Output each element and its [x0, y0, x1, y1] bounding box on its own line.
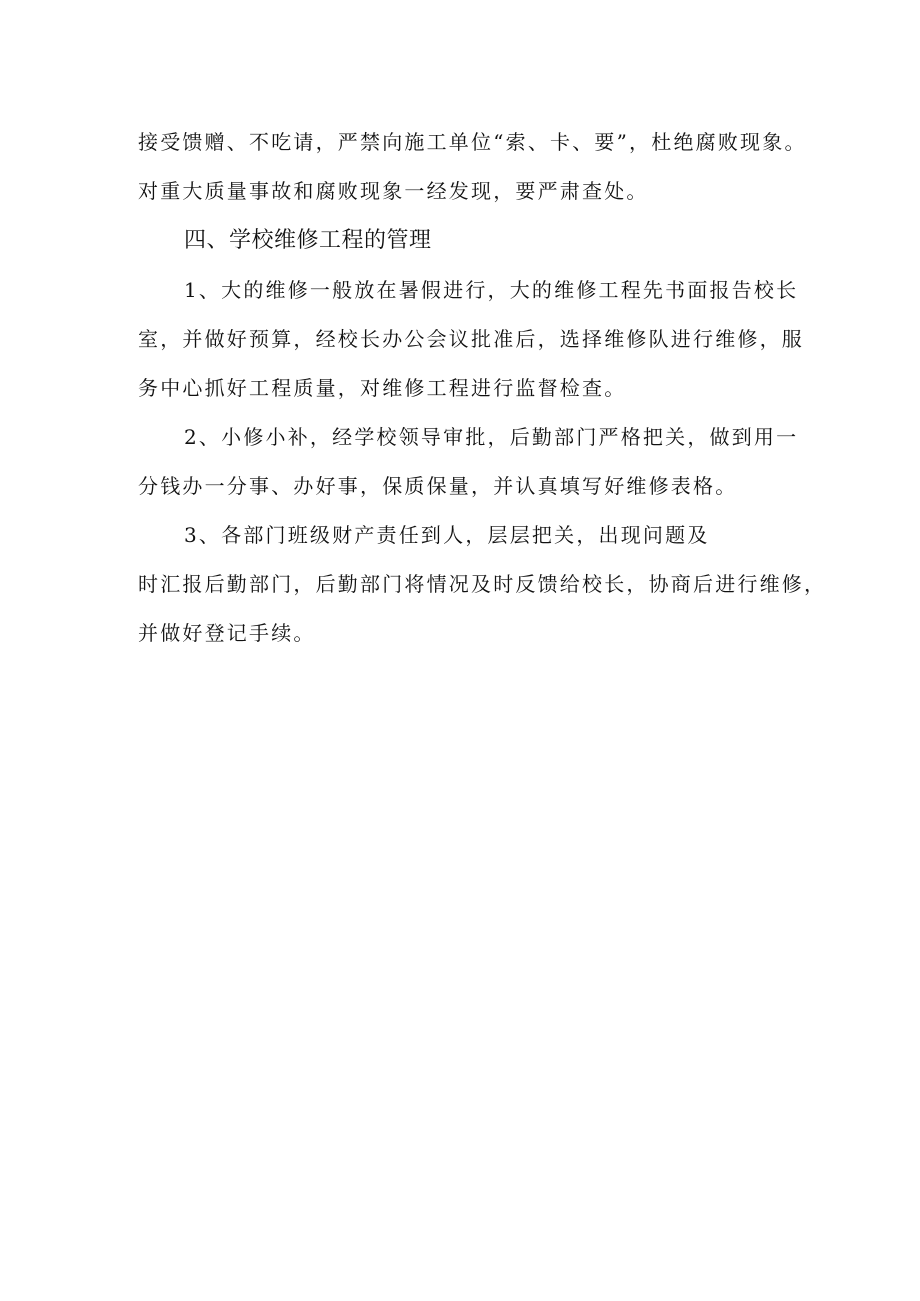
item2-line-2: 分钱办一分事、办好事，保质保量，并认真填写好维修表格。: [138, 474, 738, 498]
section-heading: 四、学校维修工程的管理: [184, 228, 432, 253]
item3-line-2: 时汇报后勤部门，后勤部门将情况及时反馈给校长，协商后进行维修，: [138, 572, 827, 596]
item1-line-3: 务中心抓好工程质量，对维修工程进行监督检查。: [138, 376, 627, 400]
item2-line-1: 2、小修小补，经学校领导审批，后勤部门严格把关，做到用一: [184, 425, 799, 449]
item3-line-3: 并做好登记手续。: [138, 621, 316, 645]
item1-line-1: 1、大的维修一般放在暑假进行，大的维修工程先书面报告校长: [184, 278, 799, 302]
intro-line-2: 对重大质量事故和腐败现象一经发现，要严肃查处。: [138, 179, 649, 203]
intro-line-1: 接受馈赠、不吃请，严禁向施工单位“索、卡、要”，杜绝腐败现象。: [138, 130, 807, 154]
item1-line-2: 室，并做好预算，经校长办公会议批准后，选择维修队进行维修，服: [138, 327, 804, 351]
item3-line-1: 3、各部门班级财产责任到人，层层把关，出现问题及: [184, 523, 710, 547]
